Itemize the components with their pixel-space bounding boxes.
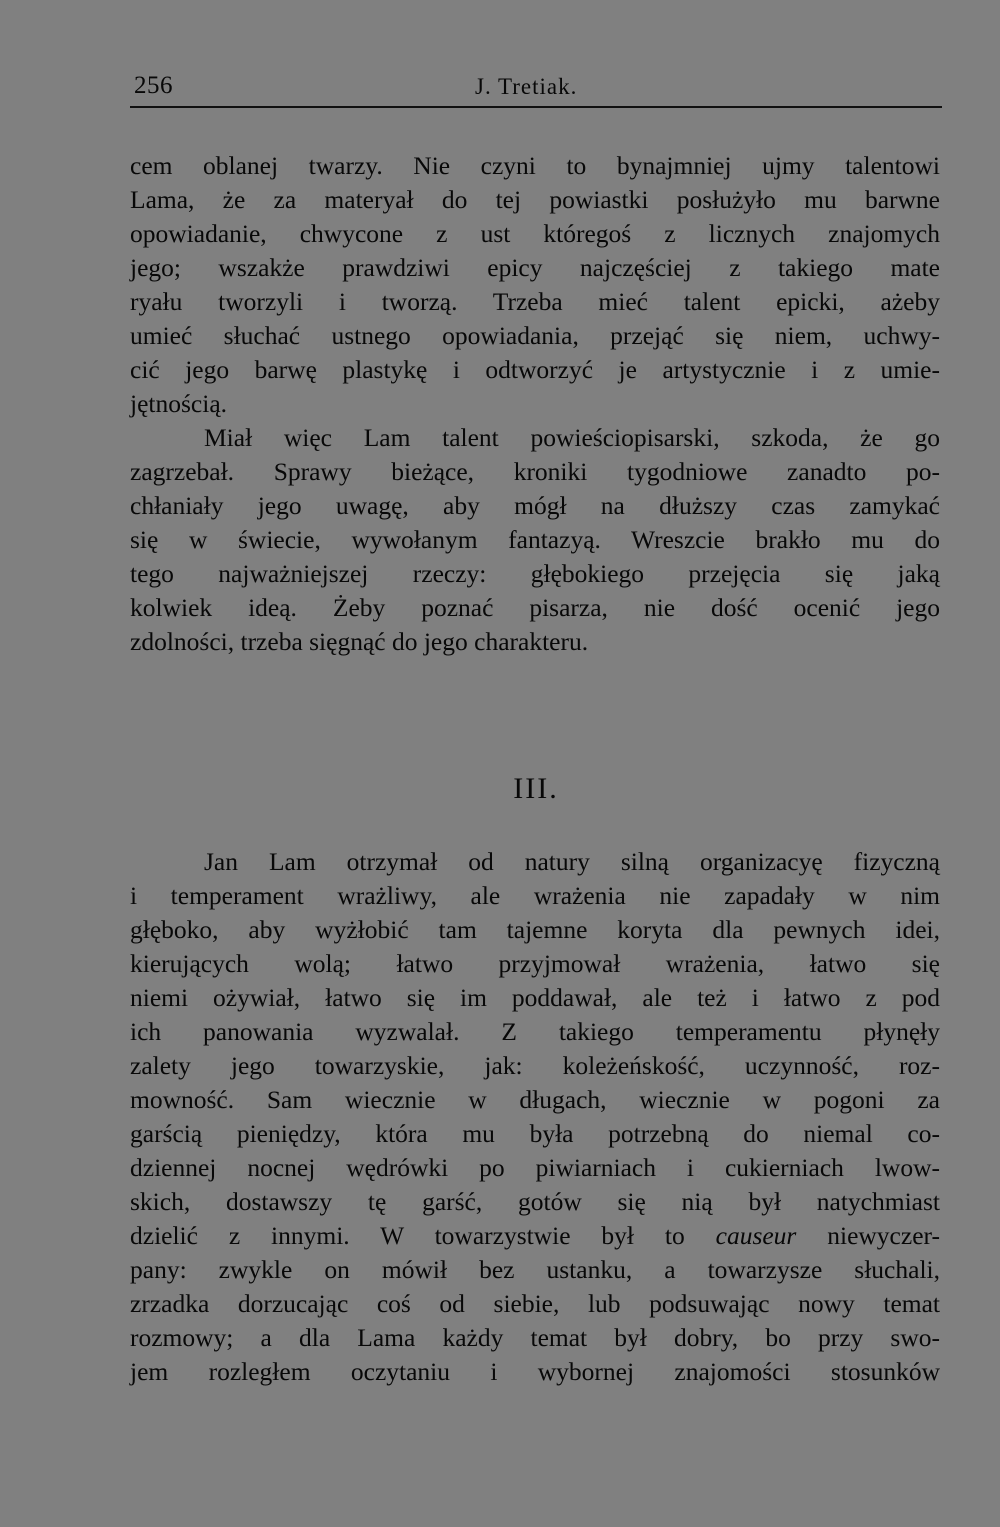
text-line: zalety jego towarzyskie, jak: koleżeńskość, uczynność, roz- xyxy=(130,1051,940,1080)
text-line: niemi ożywiał, łatwo się im poddawał, ale też i łatwo z pod xyxy=(130,983,940,1012)
text-line: mowność. Sam wiecznie w długach, wiecznie w pogoni za xyxy=(130,1085,940,1114)
text-line: jem rozległem oczytaniu i wybornej znajomości stosunków xyxy=(130,1357,940,1386)
text-line: rozmowy; a dla Lama każdy temat był dobry, bo przy swo- xyxy=(130,1323,940,1352)
text-line: tego najważniejszej rzeczy: głębokiego przejęcia się jaką xyxy=(130,559,940,588)
section-number: III. xyxy=(513,772,559,805)
section-heading xyxy=(0,772,1000,806)
text-line: zdolności, trzeba sięgnąć do jego charakteru. xyxy=(130,627,589,656)
text-line: się w świecie, wywołanym fantazyą. Wreszcie brakło mu do xyxy=(130,525,940,554)
paragraph-first-line: Miał więc Lam talent powieściopisarski, szkoda, że go xyxy=(204,423,940,452)
text-line: skich, dostawszy tę garść, gotów się nią był natychmiast xyxy=(130,1187,940,1216)
text-line: chłaniały jego uwagę, aby mógł na dłuższy czas zamykać xyxy=(130,491,940,520)
text-line: zrzadka dorzucając coś od siebie, lub podsuwając nowy temat xyxy=(130,1289,940,1318)
text-block-section-three xyxy=(130,845,940,1389)
paragraph-first-line: Jan Lam otrzymał od natury silną organizacyę fizyczną xyxy=(204,847,940,876)
text-line: zagrzebał. Sprawy bieżące, kroniki tygodniowe zanadto po- xyxy=(130,457,940,486)
page-number: 256 xyxy=(134,72,173,99)
text-line: kolwiek ideą. Żeby poznać pisarza, nie dość ocenić jego xyxy=(130,593,940,622)
text-line: umieć słuchać ustnego opowiadania, przejąć się niem, uchwy- xyxy=(130,321,940,350)
italic-term: causeur xyxy=(715,1221,797,1250)
text-line: cić jego barwę plastykę i odtworzyć je artystycznie i z umie- xyxy=(130,355,940,384)
text-line: ich panowania wyzwalał. Z takiego temperamentu płynęły xyxy=(130,1017,940,1046)
text-line: opowiadanie, chwycone z ust któregoś z licznych znajomych xyxy=(130,219,940,248)
running-head: J. Tretiak. xyxy=(475,74,578,99)
text-line: dziennej nocnej wędrówki po piwiarniach i cukierniach lwow- xyxy=(130,1153,940,1182)
text-line: pany: zwykle on mówił bez ustanku, a towarzysze słuchali, xyxy=(130,1255,940,1284)
text-line: Lama, że za materyał do tej powiastki posłużyło mu barwne xyxy=(130,185,940,214)
text-line: dzielić z innymi. W towarzystwie był to causeur niewyczer- xyxy=(130,1221,940,1250)
text-line: ryału tworzyli i tworzą. Trzeba mieć talent epicki, ażeby xyxy=(130,287,940,316)
text-block-continuation xyxy=(130,149,940,659)
text-line: głęboko, aby wyżłobić tam tajemne koryta dla pewnych idei, xyxy=(130,915,940,944)
text-line: jego; wszakże prawdziwi epicy najczęściej z takiego mate xyxy=(130,253,940,282)
text-line: cem oblanej twarzy. Nie czyni to bynajmniej ujmy talentowi xyxy=(130,151,940,180)
text-line: jętnością. xyxy=(130,389,228,418)
text-line: i temperament wrażliwy, ale wrażenia nie zapadały w nim xyxy=(130,881,940,910)
page-header xyxy=(130,72,942,108)
text-line: garścią pieniędzy, która mu była potrzebną do niemal co- xyxy=(130,1119,940,1148)
text-line: kierujących wolą; łatwo przyjmował wrażenia, łatwo się xyxy=(130,949,940,978)
